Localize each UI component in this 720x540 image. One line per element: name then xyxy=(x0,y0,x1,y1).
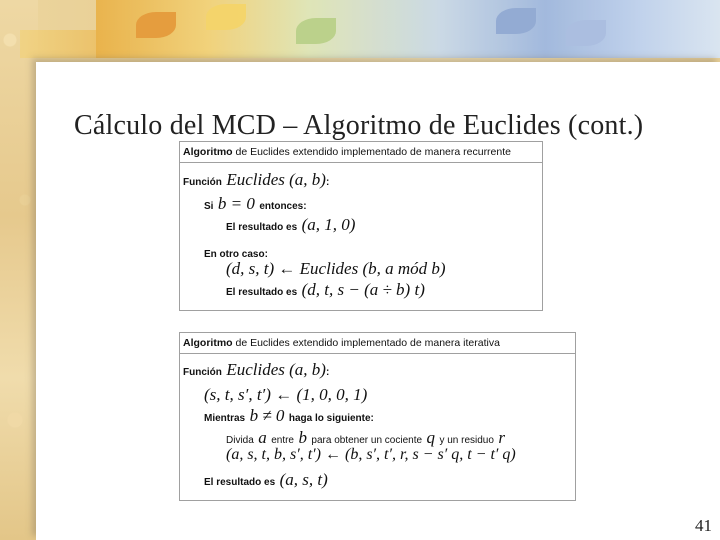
colon: : xyxy=(325,367,330,378)
assign-math: (d, s, t) ← Euclides (b, a mód b) xyxy=(226,259,446,278)
obtener-text: para obtener un cociente xyxy=(311,435,423,446)
init-math: (s, t, s′, t′) ← (1, 0, 0, 1) xyxy=(204,385,368,404)
recursive-algorithm-box xyxy=(179,141,543,311)
header-bold: Algoritmo xyxy=(183,337,233,349)
si-line xyxy=(204,194,307,214)
funcion-keyword: Función xyxy=(183,177,222,188)
mientras-line xyxy=(204,406,374,426)
q-math: q xyxy=(426,428,435,447)
flower-decoration xyxy=(496,8,536,34)
residuo-text: y un residuo xyxy=(439,435,494,446)
update-line xyxy=(226,446,516,464)
header-rest: de Euclides extendido implementado de manera recurrente xyxy=(232,146,511,158)
divida-a-math: a xyxy=(258,428,267,447)
header-bold: Algoritmo xyxy=(183,146,233,158)
funcion-keyword: Función xyxy=(183,367,222,378)
funcion-math: Euclides (a, b) xyxy=(226,360,326,379)
divida-line xyxy=(226,428,505,448)
result1-line xyxy=(226,215,355,235)
flower-decoration xyxy=(566,20,606,46)
leaf-decoration xyxy=(296,18,336,44)
iterative-algorithm-box xyxy=(179,332,576,501)
result2-line xyxy=(226,280,425,300)
result2-math: (d, t, s − (a ÷ b) t) xyxy=(301,280,425,299)
funcion-line xyxy=(183,360,329,380)
mientras-keyword: Mientras xyxy=(204,413,246,424)
slide-title: Cálculo del MCD – Algoritmo de Euclides (cont.) xyxy=(74,110,644,141)
recursive-box-header xyxy=(180,142,542,163)
result-keyword: El resultado es xyxy=(226,287,298,298)
entre-text: entre xyxy=(271,435,294,446)
parchment-left-band xyxy=(0,0,38,540)
assign-line xyxy=(226,259,446,279)
si-math: b = 0 xyxy=(217,194,255,213)
divida-b-math: b xyxy=(298,428,307,447)
funcion-math: Euclides (a, b) xyxy=(226,170,326,189)
leaf-decoration xyxy=(136,12,176,38)
iterative-box-header xyxy=(180,333,575,354)
colon: : xyxy=(325,177,330,188)
mientras-math: b ≠ 0 xyxy=(249,406,285,425)
header-rest: de Euclides extendido implementado de manera iterativa xyxy=(232,337,500,349)
divida-text: Divida xyxy=(226,435,254,446)
leaf-decoration xyxy=(206,4,246,30)
floral-banner-image xyxy=(96,0,720,58)
entonces-keyword: entonces: xyxy=(259,201,307,212)
otro-caso-keyword: En otro caso: xyxy=(204,249,268,260)
funcion-line xyxy=(183,170,329,190)
update-math: (a, s, t, b, s′, t′) ← (b, s′, t′, r, s − s′ q, t − t′ q) xyxy=(226,446,516,463)
page-number: 41 xyxy=(695,516,712,535)
si-keyword: Si xyxy=(204,201,214,212)
result-line xyxy=(204,470,328,490)
result1-math: (a, 1, 0) xyxy=(301,215,356,234)
result-keyword: El resultado es xyxy=(204,477,276,488)
haga-keyword: haga lo siguiente: xyxy=(288,413,374,424)
result-keyword: El resultado es xyxy=(226,222,298,233)
r-math: r xyxy=(498,428,506,447)
result-math: (a, s, t) xyxy=(279,470,328,489)
init-line xyxy=(204,385,367,405)
